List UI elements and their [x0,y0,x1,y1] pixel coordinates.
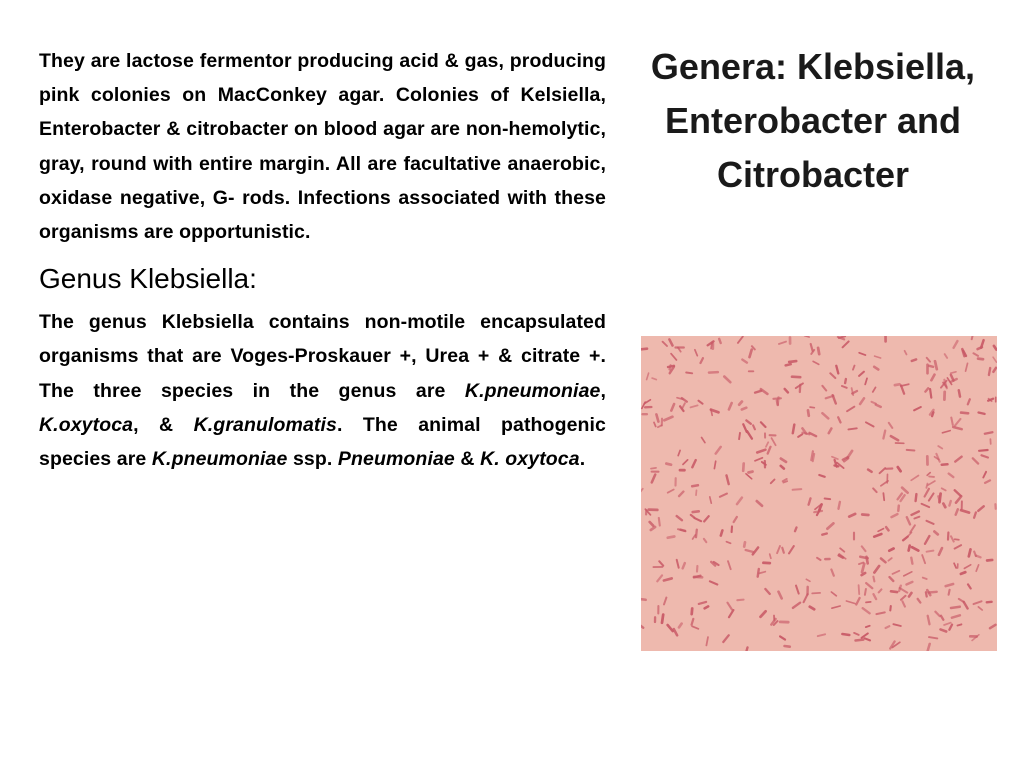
species-k-pneumoniae-2: K.pneumoniae [151,448,288,471]
genus-paragraph [39,305,606,476]
left-text-column [39,44,606,476]
genus-text-4: & [454,448,481,471]
genus-text-3: ssp. [287,448,338,471]
intro-paragraph: They are lactose fermentor producing acid & gas, producing pink colonies on MacConkey agar. Colonies of Kelsiella, Enterobacter & citrobacter on blood agar are non-hemolytic, gray, round with entire margin. All are facultative anaerobic, oxidase negative, G- rods. Infections associated with these organisms are opportunistic. [39,50,606,244]
species-k-oxytoca: K.oxytoca [39,413,134,436]
genus-text-1: The genus Klebsiella contains non-motile encapsulated organisms that are Voges-Proskauer +, Urea + & citrate +. The three species in the genus are [39,311,606,402]
micrograph-image [641,336,997,651]
species-k-oxytoca-2: K. oxytoca [480,448,580,471]
separator-1: , [600,379,606,402]
genus-text-5: . [579,448,586,471]
genus-text-2: . The animal pathogenic species are [39,413,606,471]
slide-title: Genera: Klebsiella, Enterobacter and Citrobacter [650,46,976,195]
species-k-granulomatis: K.granulomatis [193,413,337,436]
micrograph-rods [641,336,997,651]
subspecies-pneumoniae: Pneumoniae [337,448,455,471]
separator-2: , & [133,413,194,436]
species-k-pneumoniae: K.pneumoniae [464,379,601,402]
genus-heading: Genus Klebsiella: [39,263,257,295]
